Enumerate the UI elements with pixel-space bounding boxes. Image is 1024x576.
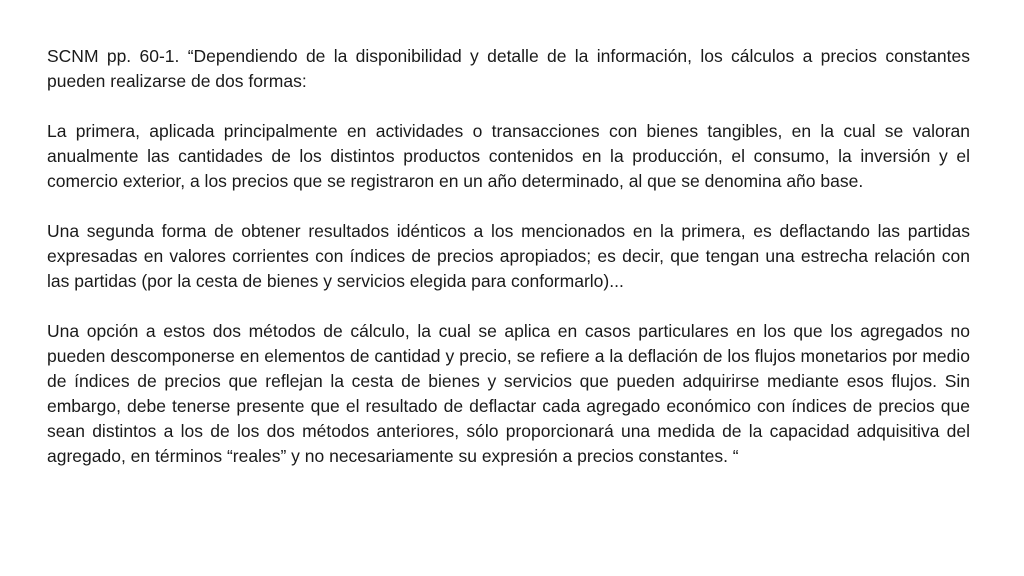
paragraph-alternative-option: Una opción a estos dos métodos de cálculo, la cual se aplica en casos particulares en los que los agregados no pueden descomponerse en elementos de cantidad y precio, se refiere a la deflación de los flujos monetarios por medio de índices de precios que reflejan la cesta de bienes y servicios que pueden adquirirse mediante esos flujos. Sin embargo, debe tenerse presente que el resultado de deflactar cada agregado económico con índices de precios que sean distintos a los de los dos métodos anteriores, sólo proporcionará una medida de la capacidad adquisitiva del agregado, en términos “reales” y no necesariamente su expresión a precios constantes. “ [47,321,970,466]
paragraph-second-method: Una segunda forma de obtener resultados idénticos a los mencionados en la primera, es deflactando las partidas expresadas en valores corrientes con índices de precios apropiados; es decir, que tengan una estrecha relación con las partidas (por la cesta de bienes y servicios elegida para conformarlo)... [47,221,970,291]
paragraph-first-method: La primera, aplicada principalmente en actividades o transacciones con bienes tangibles, en la cual se valoran anualmente las cantidades de los distintos productos contenidos en la producción, el consumo, la inversión y el comercio exterior, a los precios que se registraron en un año determinado, al que se denomina año base. [47,121,970,191]
paragraph-intro-quote: SCNM pp. 60-1. “Dependiendo de la disponibilidad y detalle de la información, los cálculos a precios constantes pueden realizarse de dos formas: [47,46,970,91]
